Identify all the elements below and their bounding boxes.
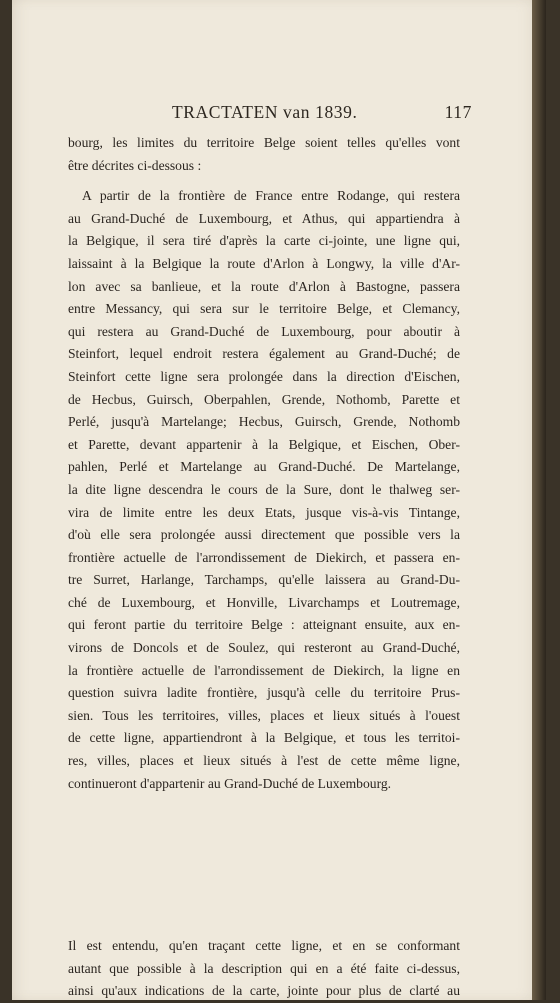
body-text [68,132,460,1003]
text-line: et Parette, devant appartenir à la Belgique, et Eischen, Ober- [68,436,460,452]
text-line: ché de Luxembourg, et Honville, Livarchamps et Loutremage, [68,594,460,610]
text-line: de cette ligne, appartiendront à la Belgique, et tous les territoi- [68,730,460,746]
text-line: frontière actuelle de l'arrondissement de Diekirch, et passera en- [68,549,460,565]
text-line: question suivra ladite frontière, jusqu'à celle du territoire Prus- [68,685,460,701]
page-number: 117 [444,102,472,122]
text-line: virons de Doncols et de Soulez, qui resteront au Grand-Duché, [68,640,460,656]
text-line: pahlen, Perlé et Martelange au Grand-Duché. De Martelange, [68,459,460,475]
text-line: tre Surret, Harlange, Tarchamps, qu'elle laissera au Grand-Du- [68,572,460,588]
text-line: de Hecbus, Guirsch, Oberpahlen, Grende, Nothomb, Parette et [68,391,460,407]
text-line: qui restera au Grand-Duché de Luxembourg, pour aboutir à [68,323,460,339]
text-line: laissaint à la Belgique la route d'Arlon à Longwy, la ville d'Ar- [68,255,460,271]
text-line: lon avec sa banlieue, et la route d'Arlon à Bastogne, passera [68,278,460,294]
text-line: res, villes, places et lieux situés à l'est de cette même ligne, [68,753,460,769]
text-line: d'où elle sera prolongée aussi directement que possible vers la [68,527,460,543]
text-line: ainsi qu'aux indications de la carte, jointe pour plus de clarté au [68,983,460,999]
text-line: la Belgique, il sera tiré d'après la carte ci-jointe, une ligne qui, [68,233,460,249]
text-line: Steinfort cette ligne sera prolongée dans la direction d'Eischen, [68,368,460,384]
text-line: la frontière actuelle de l'arrondissement de Diekirch, la ligne en [68,662,460,678]
text-line: autant que possible à la description qui en a été faite ci-dessus, [68,960,460,976]
text-line: entre Messancy, qui sera sur le territoire Belge, et Clemancy, [68,301,460,317]
text-line: vira de limite entre les deux Etats, jusque vis-à-vis Tintange, [68,504,460,520]
text-line: au Grand-Duché de Luxembourg, et Athus, qui appartiendra à [68,210,460,226]
text-line: Perlé, jusqu'à Martelange; Hecbus, Guirsch, Grende, Nothomb [68,414,460,430]
book-spine-shadow [532,0,546,1000]
text-line: Steinfort, lequel endroit restera également au Grand-Duché; de [68,346,460,362]
text-line: qui feront partie du territoire Belge : atteignant ensuite, aux en- [68,617,460,633]
book-page [12,0,546,1000]
running-head [72,102,472,126]
text-line: Il est entendu, qu'en traçant cette ligne, et en se conformant [68,938,460,954]
text-line: sien. Tous les territoires, villes, places et lieux situés à l'ouest [68,707,460,723]
text-line: A partir de la frontière de France entre Rodange, qui restera [82,188,460,204]
text-line: bourg, les limites du territoire Belge soient telles qu'elles vont [68,135,460,150]
text-line: la dite ligne descendra le cours de la Sure, dont le thalweg ser- [68,481,460,497]
text-line: être décrites ci-dessous : [68,157,202,173]
running-head-title: TRACTATEN van 1839. [172,102,358,122]
text-line: continueront d'appartenir au Grand-Duché de Luxembourg. [68,775,392,791]
